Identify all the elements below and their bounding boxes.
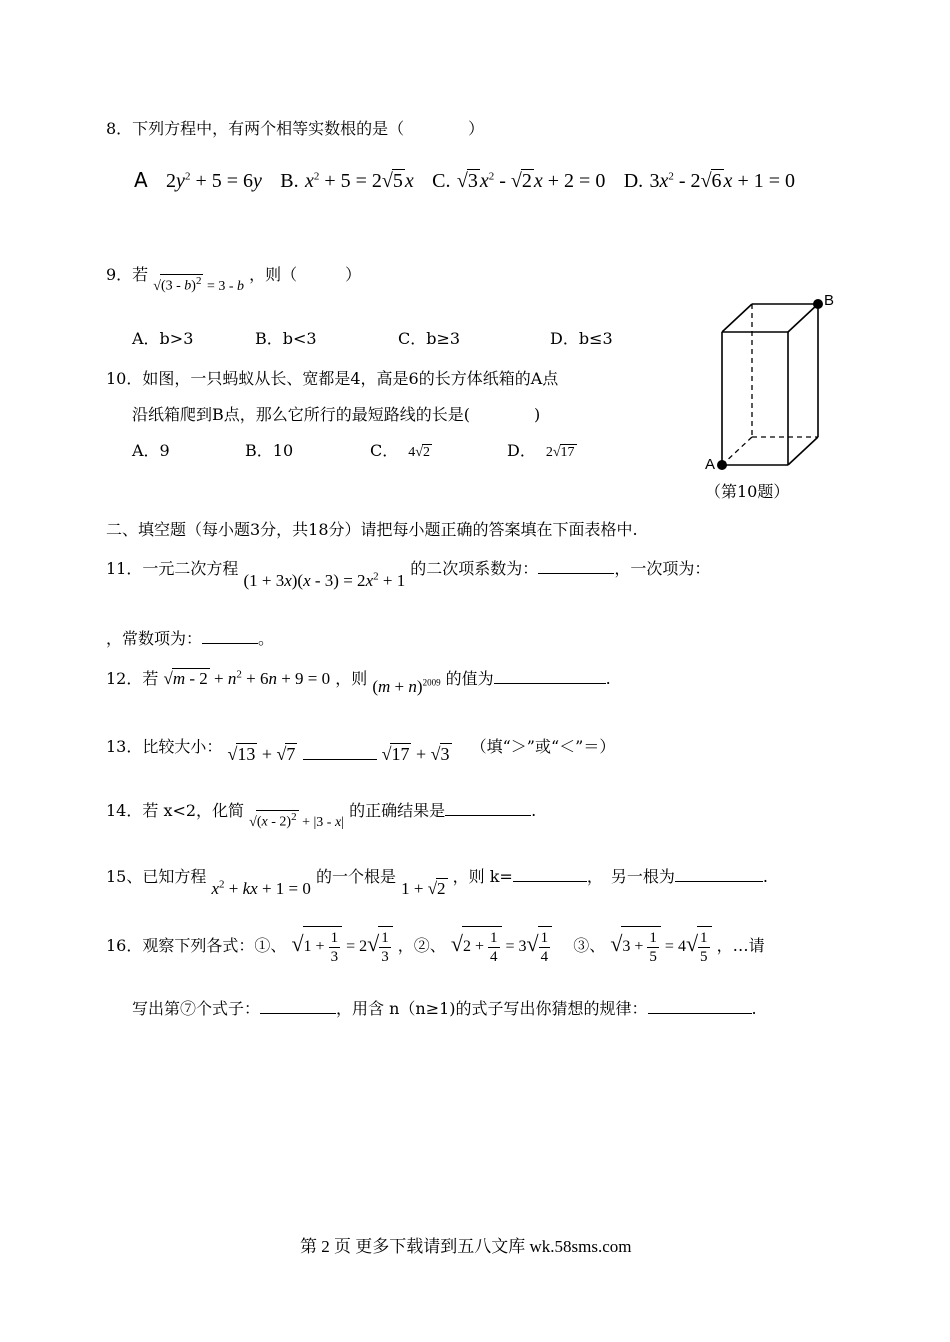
label-a: A bbox=[705, 456, 716, 473]
q12-blank[interactable] bbox=[494, 683, 606, 684]
q16-line1: 16．观察下列各式：①、 √1 + $\frac{1}{3}$ = 2√ $\frac{1}{3}$ ，②、 √2 + $\frac{1}{4}$ = 3√ $\frac{1}{4}$ ③、 √3 + $\frac{1}{5}$ = 4√ $\frac{1}{5}$ ，…请 bbox=[106, 918, 765, 970]
q9-stem: 9．若 √(3 - b)$^2$ = 3 - b ，则（ ） bbox=[106, 265, 362, 294]
q11-blank-constant[interactable] bbox=[202, 643, 258, 644]
q9-option-a[interactable]: A．b>3 bbox=[132, 329, 194, 348]
q8-options: A $2y^2 + 5 = 6y$ B. $x^2 + 5 = 2√5$ x C. √3 $x^2 - √2$ x + 2 = 0 D. $3x^2 - 2√6$ x + 1 = 0 bbox=[134, 168, 795, 192]
q11-line1: 11．一元二次方程 $(1 + 3x)(x - 3) = 2x^2 + 1$ 的二次项系数为： ，一次项为： bbox=[106, 559, 711, 590]
q14-blank[interactable] bbox=[445, 815, 531, 816]
q16-line2: 写出第⑦个式子： ，用含 n（n≥1)的式子写出你猜想的规律： . bbox=[132, 999, 757, 1018]
q15-blank-root[interactable] bbox=[675, 881, 763, 882]
q10-option-d[interactable]: D． 2√17 bbox=[507, 441, 575, 460]
q10-figure-caption: （第10题） bbox=[705, 482, 790, 501]
q13-blank[interactable] bbox=[303, 759, 377, 760]
q10-option-c[interactable]: C． 4√2 bbox=[370, 441, 430, 460]
q15: 15、已知方程 $x^2$ + kx + 1 = 0 的一个根是 1 + √2 ，则 k= ， 另一根为 . bbox=[106, 867, 768, 898]
q14: 14．若 x<2，化简 √(x - 2)$^2$ + |3 - x| 的正确结果是 . bbox=[106, 801, 537, 830]
q11-blank-quadratic[interactable] bbox=[538, 573, 614, 574]
section2-heading: 二、填空题（每小题3分，共18分）请把每小题正确的答案填在下面表格中. bbox=[106, 520, 638, 539]
q12: 12．若 $√m - 2 + n^2 + 6n + 9 = 0$ ，则 $(m + n)^{2009}$ 的值为 . bbox=[106, 668, 611, 696]
q15-blank-k[interactable] bbox=[513, 881, 587, 882]
q13: 13．比较大小： √13 + √7 √17 + √3 （填“＞”或“＜”＝） bbox=[106, 737, 616, 764]
q10-cuboid-figure bbox=[700, 290, 850, 500]
point-a bbox=[717, 460, 727, 470]
page-footer: 第 2 页 更多下载请到五八文库 wk.58sms.com bbox=[300, 1237, 632, 1256]
q9-option-c[interactable]: C．b≥3 bbox=[398, 329, 461, 348]
q16-blank-seventh[interactable] bbox=[260, 1013, 336, 1014]
label-b: B bbox=[824, 292, 835, 309]
q9-option-d[interactable]: D．b≤3 bbox=[550, 329, 613, 348]
q8-stem: 8．下列方程中，有两个相等实数根的是（ ） bbox=[106, 119, 485, 138]
q10-option-b[interactable]: B．10 bbox=[245, 441, 294, 460]
q10-option-a[interactable]: A．9 bbox=[132, 441, 170, 460]
q11-line2: ，常数项为： 。 bbox=[106, 629, 275, 648]
q10-line2: 沿纸箱爬到B点，那么它所行的最短路线的长是( ) bbox=[132, 405, 541, 424]
q10-line1: 10．如图，一只蚂蚁从长、宽都是4，高是6的长方体纸箱的A点 bbox=[106, 369, 559, 388]
q9-option-b[interactable]: B．b<3 bbox=[255, 329, 317, 348]
point-b bbox=[813, 299, 823, 309]
q16-blank-rule[interactable] bbox=[648, 1013, 752, 1014]
